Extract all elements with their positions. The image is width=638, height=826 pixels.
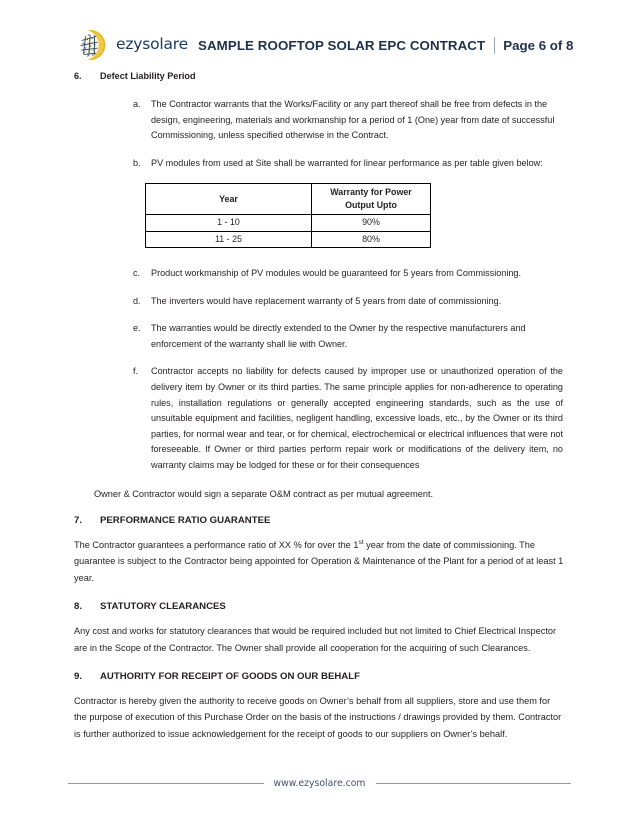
clause-list-6-cont (133, 266, 563, 474)
header-divider (494, 37, 495, 54)
section-8-body: Any cost and works for statutory clearances that would be required included but not limited to Chief Electrical Inspector are in the Scope of the Contractor. The Owner shall provide all cooperation for the acquiring of such Clearances. (74, 626, 557, 653)
solar-panel-sun-logo-icon (76, 27, 114, 63)
cell-year: 1 - 10 (146, 215, 312, 231)
list-item (133, 156, 563, 172)
cell-warranty: 80% (312, 231, 431, 247)
footer-website-url: www.ezysolare.com (273, 778, 366, 789)
list-item-marker: f. (133, 366, 139, 377)
list-item (133, 97, 563, 144)
document-title: SAMPLE ROOFTOP SOLAR EPC CONTRACT (198, 37, 486, 53)
column-header-warranty-line2: Output Upto (345, 199, 397, 210)
footer-rule-right (376, 783, 572, 784)
warranty-table (145, 183, 431, 248)
list-item (133, 266, 563, 282)
list-item-marker: d. (133, 295, 141, 306)
cell-warranty: 90% (312, 215, 431, 231)
page-footer (68, 778, 571, 789)
section-7-body-part2: year from the date of commissioning. The guarantee is subject to the Contractor being appointed for Operation & Maintenance of the Plant for a period of at least 1 year. (74, 539, 564, 583)
list-item-text: Contractor accepts no liability for defects caused by improper use or unauthorized operation of the delivery item by Owner or its third parties. The same principle applies for non-adherence to operating rules, installation regulations or generally accepted engineering standards, such as the use of unsuitable equipment and facilities, negligent handling, excessive loads, etc., by the Owner or its third parties, for normal wear and tear, or for chemical, electrochemical or electrical influences that were not foreseeable. If Owner or third parties perform repair work or modifications of the delivery item, no warranty claims may be lodged for these or for their consequences (151, 366, 563, 470)
section-heading-6 (74, 70, 566, 83)
list-item-marker: b. (133, 157, 141, 168)
list-item (133, 364, 563, 473)
section-number-8: 8. (74, 601, 83, 613)
footer-rule-left (68, 783, 264, 784)
section-7-body-part1: The Contractor guarantees a performance ratio of XX % for over the 1 (74, 539, 359, 550)
list-item-text: The inverters would have replacement warranty of 5 years from date of commissioning. (151, 295, 502, 306)
section-heading-7 (74, 514, 566, 527)
table-row (146, 215, 431, 231)
column-header-year: Year (146, 184, 312, 215)
header-title-group (198, 37, 573, 54)
warranty-table-container (145, 183, 638, 248)
ordinal-suffix: st (358, 538, 364, 546)
list-item-text: The Contractor warrants that the Works/Facility or any part thereof shall be free from defects in the design, engineering, materials and workmanship for a period of 1 (One) year from date of successful Commissioning, unless specified otherwise in the Contract. (151, 99, 555, 141)
list-item-marker: c. (133, 268, 141, 278)
column-header-warranty (312, 184, 431, 215)
list-item (133, 321, 563, 352)
section-title-8: STATUTORY CLEARANCES (100, 601, 226, 613)
document-body (0, 70, 638, 742)
section-title-7: PERFORMANCE RATIO GUARANTEE (100, 514, 271, 526)
list-item-text: Product workmanship of PV modules would be guaranteed for 5 years from Commissioning. (151, 268, 521, 278)
section-title-6: Defect Liability Period (100, 71, 196, 81)
list-item-marker: a. (133, 99, 141, 109)
list-item-text: The warranties would be directly extended to the Owner by the respective manufacturers and enforcement of the warranty shall lie with Owner. (151, 323, 526, 349)
clause-list-6 (133, 97, 563, 171)
column-header-warranty-line1: Warranty for Power (330, 187, 412, 198)
brand-logo (76, 27, 188, 63)
cell-year: 11 - 25 (146, 231, 312, 247)
table-row (146, 231, 431, 247)
list-item-text: PV modules from used at Site shall be warranted for linear performance as per table given below: (151, 157, 543, 168)
list-item-marker: e. (133, 323, 141, 334)
section-number-9: 9. (74, 670, 83, 682)
section-number-6: 6. (74, 71, 82, 81)
section-heading-8 (74, 600, 566, 613)
page-header (76, 24, 574, 66)
page-number-label: Page 6 of 8 (503, 37, 574, 53)
list-item (133, 294, 563, 310)
brand-wordmark: ezysolare (116, 35, 188, 54)
table-header-row (146, 184, 431, 215)
section-9-body: Contractor is hereby given the authority to receive goods on Owner’s behalf from all suppliers, store and use them for the purpose of execution of this Purchase Order on the basis of the instructions / drawings provided by them. Contractor is further authorized to issue acknowledgement for the receipt of goods to our suppliers on Owner’s behalf. (74, 695, 562, 739)
section-7-body (74, 537, 564, 586)
section-number-7: 7. (74, 514, 83, 526)
section-heading-9 (74, 670, 566, 683)
section-title-9: AUTHORITY FOR RECEIPT OF GOODS ON OUR BEHALF (100, 670, 360, 682)
section-6-closing-note: Owner & Contractor would sign a separate O&M contract as per mutual agreement. (94, 488, 434, 499)
